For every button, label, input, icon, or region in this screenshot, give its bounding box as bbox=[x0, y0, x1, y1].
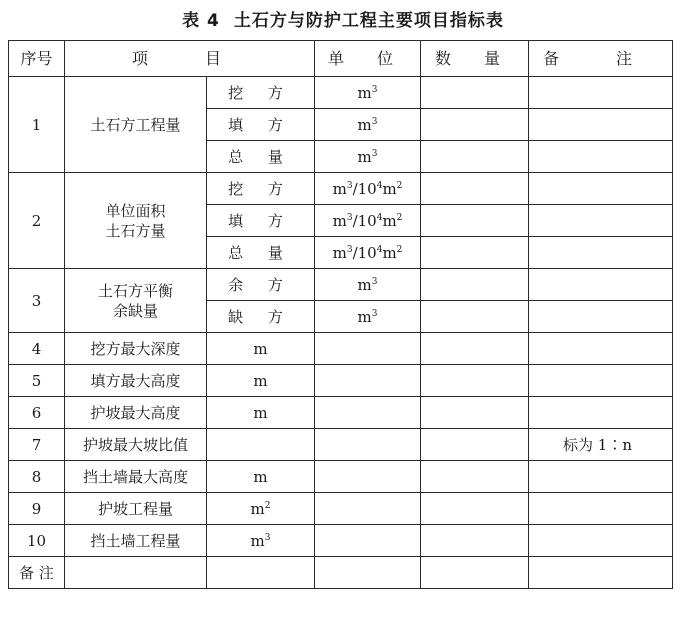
row-qty bbox=[421, 141, 529, 173]
row-seq: 9 bbox=[9, 493, 65, 525]
row-seq: 10 bbox=[9, 525, 65, 557]
row-unit bbox=[207, 429, 315, 461]
row-seq: 1 bbox=[9, 77, 65, 173]
row-remark bbox=[529, 333, 673, 365]
row-remark: 标为 1∶n bbox=[529, 429, 673, 461]
row-seq: 3 bbox=[9, 269, 65, 333]
row-unit-extra bbox=[315, 429, 421, 461]
table-row bbox=[9, 397, 673, 429]
row-remark bbox=[529, 525, 673, 557]
table-row bbox=[9, 269, 673, 301]
footer-row bbox=[9, 557, 673, 589]
row-unit-extra bbox=[315, 397, 421, 429]
row-seq: 8 bbox=[9, 461, 65, 493]
row-item: 护坡最大坡比值 bbox=[65, 429, 207, 461]
row-qty bbox=[421, 237, 529, 269]
row-unit-extra bbox=[315, 493, 421, 525]
row-item: 土石方平衡 余缺量 bbox=[65, 269, 207, 333]
row-unit: $m^3/10^4m^2$ bbox=[315, 205, 421, 237]
row-unit-extra bbox=[315, 461, 421, 493]
table-row bbox=[9, 173, 673, 205]
row-remark bbox=[529, 141, 673, 173]
row-remark bbox=[529, 269, 673, 301]
row-qty bbox=[421, 109, 529, 141]
row-unit: $m^3/10^4m^2$ bbox=[315, 237, 421, 269]
header-unit: 单 位 bbox=[315, 41, 421, 77]
row-unit: m bbox=[207, 333, 315, 365]
table-row bbox=[9, 525, 673, 557]
row-seq: 6 bbox=[9, 397, 65, 429]
row-seq: 4 bbox=[9, 333, 65, 365]
row-sub-item: 总 量 bbox=[207, 237, 315, 269]
table-row bbox=[9, 77, 673, 109]
footer-label: 备 注 bbox=[9, 557, 65, 589]
row-qty bbox=[421, 525, 529, 557]
row-unit: $m^3$ bbox=[207, 525, 315, 557]
row-seq: 7 bbox=[9, 429, 65, 461]
header-row bbox=[9, 41, 673, 77]
table-row bbox=[9, 365, 673, 397]
row-remark bbox=[529, 237, 673, 269]
table-number: 表 4 bbox=[182, 11, 220, 31]
row-qty bbox=[421, 493, 529, 525]
row-unit: $m^3$ bbox=[315, 141, 421, 173]
row-sub-item: 填 方 bbox=[207, 205, 315, 237]
row-item: 土石方工程量 bbox=[65, 77, 207, 173]
row-sub-item: 挖 方 bbox=[207, 77, 315, 109]
row-unit-extra bbox=[315, 365, 421, 397]
row-unit: $m^2$ bbox=[207, 493, 315, 525]
row-unit: $m^3/10^4m^2$ bbox=[315, 173, 421, 205]
footer-cell bbox=[529, 557, 673, 589]
row-sub-item: 填 方 bbox=[207, 109, 315, 141]
row-unit: $m^3$ bbox=[315, 269, 421, 301]
row-item: 挖方最大深度 bbox=[65, 333, 207, 365]
row-remark bbox=[529, 173, 673, 205]
row-remark bbox=[529, 77, 673, 109]
row-item: 填方最大高度 bbox=[65, 365, 207, 397]
footer-cell bbox=[65, 557, 207, 589]
row-qty bbox=[421, 397, 529, 429]
table-row bbox=[9, 333, 673, 365]
row-sub-item: 缺 方 bbox=[207, 301, 315, 333]
row-qty bbox=[421, 77, 529, 109]
header-remark: 备 注 bbox=[529, 41, 673, 77]
row-sub-item: 挖 方 bbox=[207, 173, 315, 205]
table-title bbox=[0, 6, 686, 31]
row-item: 挡土墙工程量 bbox=[65, 525, 207, 557]
table-row bbox=[9, 461, 673, 493]
header-qty: 数 量 bbox=[421, 41, 529, 77]
row-remark bbox=[529, 365, 673, 397]
header-item: 项 目 bbox=[65, 41, 315, 77]
row-remark bbox=[529, 493, 673, 525]
row-qty bbox=[421, 333, 529, 365]
row-sub-item: 余 方 bbox=[207, 269, 315, 301]
row-remark bbox=[529, 461, 673, 493]
row-unit: m bbox=[207, 397, 315, 429]
row-qty bbox=[421, 173, 529, 205]
footer-cell bbox=[315, 557, 421, 589]
row-sub-item: 总 量 bbox=[207, 141, 315, 173]
row-unit: m bbox=[207, 365, 315, 397]
row-seq: 5 bbox=[9, 365, 65, 397]
row-remark bbox=[529, 301, 673, 333]
row-unit: $m^3$ bbox=[315, 109, 421, 141]
row-unit: $m^3$ bbox=[315, 301, 421, 333]
row-item: 挡土墙最大高度 bbox=[65, 461, 207, 493]
row-qty bbox=[421, 461, 529, 493]
row-qty bbox=[421, 429, 529, 461]
indicator-table bbox=[8, 40, 673, 589]
row-item: 护坡最大高度 bbox=[65, 397, 207, 429]
row-seq: 2 bbox=[9, 173, 65, 269]
row-unit: m bbox=[207, 461, 315, 493]
row-qty bbox=[421, 365, 529, 397]
row-remark bbox=[529, 397, 673, 429]
row-unit: $m^3$ bbox=[315, 77, 421, 109]
row-qty bbox=[421, 269, 529, 301]
row-unit-extra bbox=[315, 333, 421, 365]
table-title-text: 土石方与防护工程主要项目指标表 bbox=[233, 11, 504, 31]
row-qty bbox=[421, 205, 529, 237]
table-row bbox=[9, 429, 673, 461]
row-unit-extra bbox=[315, 525, 421, 557]
row-item: 护坡工程量 bbox=[65, 493, 207, 525]
table-row bbox=[9, 493, 673, 525]
row-item: 单位面积 土石方量 bbox=[65, 173, 207, 269]
header-seq: 序号 bbox=[9, 41, 65, 77]
row-remark bbox=[529, 109, 673, 141]
row-remark bbox=[529, 205, 673, 237]
row-qty bbox=[421, 301, 529, 333]
footer-cell bbox=[207, 557, 315, 589]
footer-cell bbox=[421, 557, 529, 589]
